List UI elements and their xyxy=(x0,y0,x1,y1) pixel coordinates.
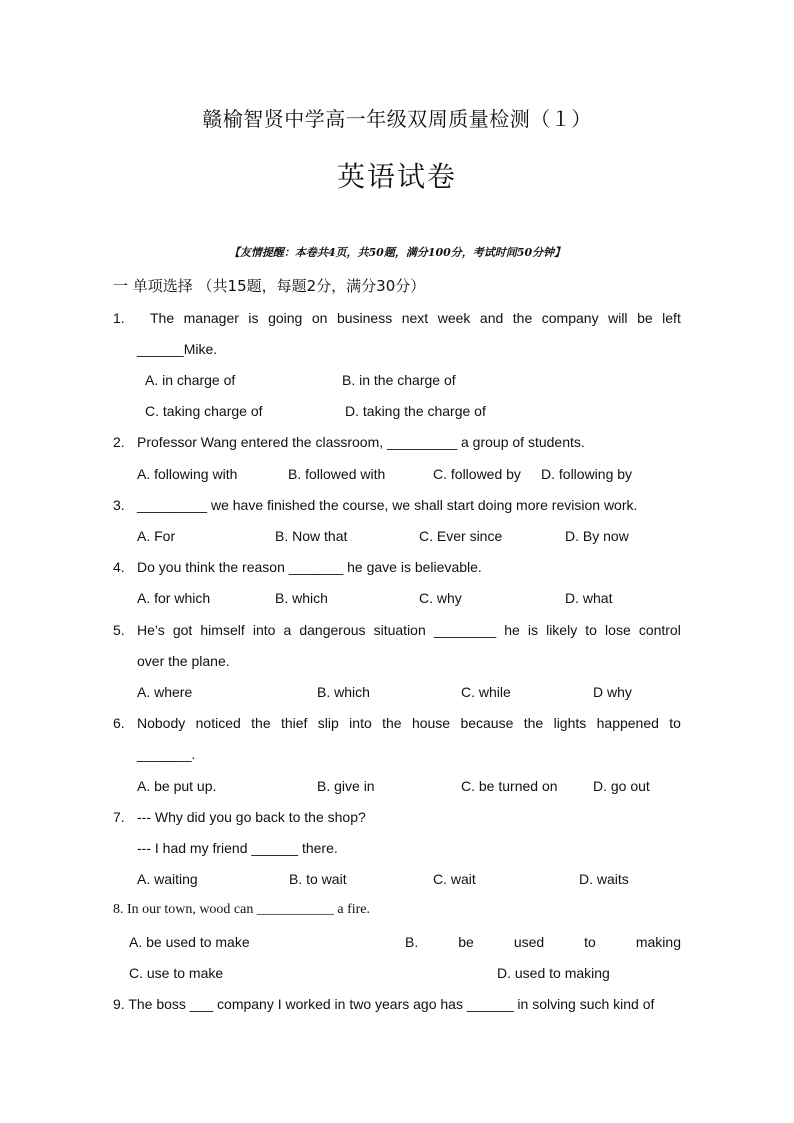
question-stem: The manager is going on business next week and the company will be left xyxy=(150,310,681,326)
question-number: 2. xyxy=(113,434,125,450)
option-a: A. in charge of xyxy=(145,372,236,388)
question-stem: He’s got himself into a dangerous situation ________ he is likely to lose control xyxy=(137,622,681,638)
option-b: B. give in xyxy=(317,778,375,794)
exam-notice: 【友情提醒：本卷共4页，共50题，满分100分，考试时间50分钟】 xyxy=(228,246,566,259)
question-stem: Nobody noticed the thief slip into the house because the lights happened to xyxy=(137,715,681,731)
question-number: 7. xyxy=(113,809,125,825)
option-b: B. which xyxy=(275,590,328,606)
question-number: 6. xyxy=(113,715,125,731)
option-c: C. use to make xyxy=(129,965,224,981)
option-b: B. in the charge of xyxy=(342,372,456,388)
option-a: A. for which xyxy=(137,590,211,606)
option-d: D. go out xyxy=(593,778,650,794)
option-a: A. For xyxy=(137,528,176,544)
option-c: C. taking charge of xyxy=(145,403,263,419)
option-b: B. which xyxy=(317,684,370,700)
exam-school-title: 赣榆智贤中学高一年级双周质量检测（１） xyxy=(202,107,592,131)
option-d: D. what xyxy=(565,590,613,606)
question-stem: 9. The boss ___ company I worked in two years ago has ______ in solving such kind of xyxy=(113,996,655,1012)
option-c: C. while xyxy=(461,684,511,700)
option-c: C. Ever since xyxy=(419,528,503,544)
option-a: A. be put up. xyxy=(137,778,217,794)
option-b: B. Now that xyxy=(275,528,348,544)
option-c: C. wait xyxy=(433,871,476,887)
option-d: D. taking the charge of xyxy=(345,403,486,419)
option-c: C. why xyxy=(419,590,462,606)
exam-subject-title: 英语试卷 xyxy=(336,160,457,193)
question-stem: Do you think the reason _______ he gave is believable. xyxy=(137,559,482,575)
question-stem-continued: ______Mike. xyxy=(137,341,218,357)
dialogue-line-2: --- I had my friend ______ there. xyxy=(137,840,338,856)
question-stem: _________ we have finished the course, we shall start doing more revision work. xyxy=(137,497,638,513)
question-stem-continued: _______. xyxy=(137,746,196,762)
option-b: B. be used to making xyxy=(405,934,681,950)
option-c: C. followed by xyxy=(433,466,521,482)
question-stem: Professor Wang entered the classroom, _________ a group of students. xyxy=(137,434,585,450)
dialogue-line-1: --- Why did you go back to the shop? xyxy=(137,809,366,825)
question-number: 1. xyxy=(113,310,125,326)
option-a: A. following with xyxy=(137,466,238,482)
option-d: D why xyxy=(593,684,632,700)
option-a: A. waiting xyxy=(137,871,198,887)
option-b: B. followed with xyxy=(288,466,386,482)
option-a: A. where xyxy=(137,684,193,700)
question-number: 4. xyxy=(113,559,125,575)
option-d: D. following by xyxy=(541,466,633,482)
option-d: D. By now xyxy=(565,528,629,544)
question-stem: 8. In our town, wood can ___________ a fire. xyxy=(113,902,371,917)
question-stem-continued: over the plane. xyxy=(137,653,230,669)
question-number: 3. xyxy=(113,497,125,513)
section-title: 一 单项选择 （共15题，每题2分，满分30分） xyxy=(113,277,426,295)
question-number: 5. xyxy=(113,622,125,638)
option-b: B. to wait xyxy=(289,871,347,887)
option-c: C. be turned on xyxy=(461,778,558,794)
option-a: A. be used to make xyxy=(129,934,250,950)
option-d: D. used to making xyxy=(497,965,610,981)
option-d: D. waits xyxy=(579,871,629,887)
